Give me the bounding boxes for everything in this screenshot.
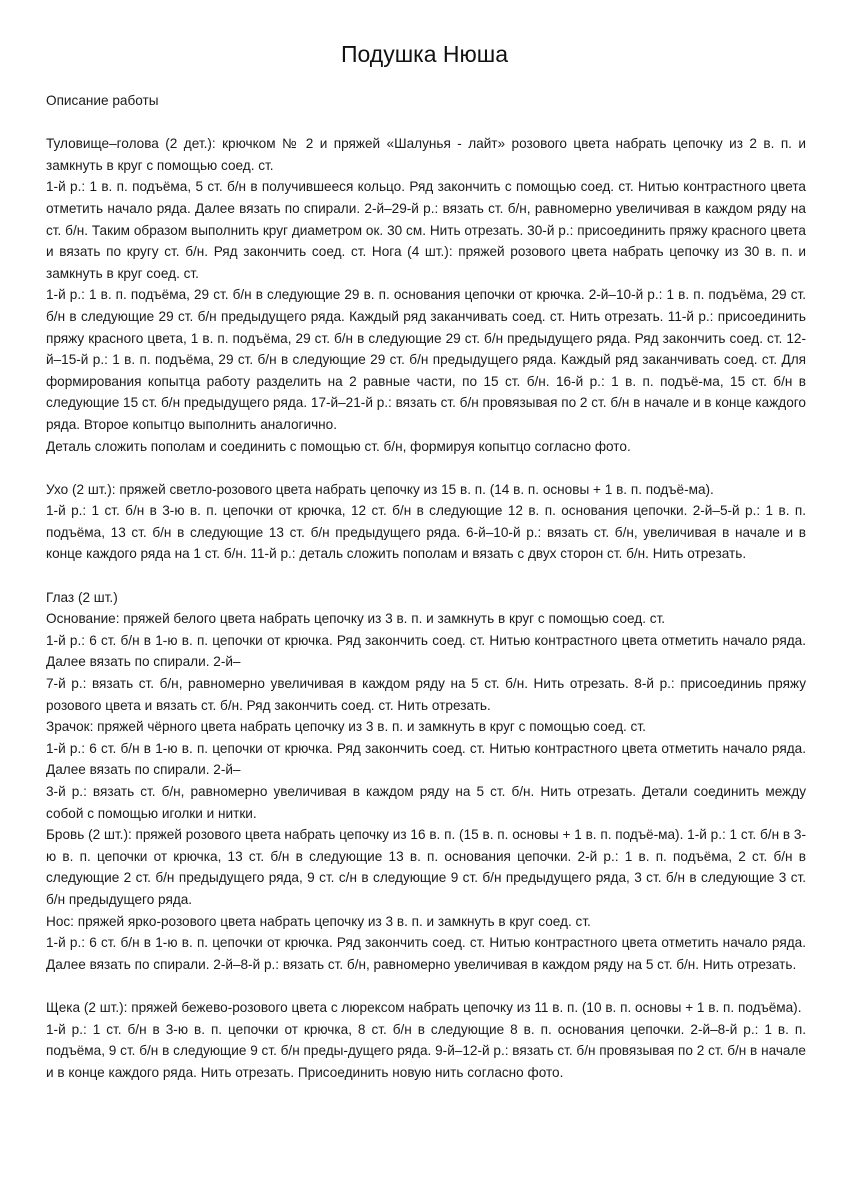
paragraph: 1-й р.: 1 ст. б/н в 3-ю в. п. цепочки от крючка, 8 ст. б/н в следующие 8 в. п. основания цепочки. 2-й–8-й р.: 1 в. п. подъёма, 9 ст. б/н в следующие 9 ст. б/н преды-дущего ряда. 9-й–12-й р.: вязать ст. б/н провязывая по 2 ст. б/н в начале и в конце каждого ряда. Нить отрезать. Присоединить новую нить согласно фото. — [46, 1021, 806, 1080]
paragraph-gap — [46, 975, 806, 997]
paragraph: Нос: пряжей ярко-розового цвета набрать цепочку из 3 в. п. и замкнуть в круг соед. ст. — [46, 913, 591, 929]
paragraph: 1-й р.: 1 в. п. подъёма, 29 ст. б/н в следующие 29 в. п. основания цепочки от крючка. 2-й–10-й р.: 1 в. п. подъёма, 29 ст. б/н в следующие 29 ст. б/н предыдущего ряда. Каждый ряд заканчивать соед. ст. Нить отрезать. 11-й р.: присоединить пряжу красного цвета, 1 в. п. подъёма, 29 ст. б/н в следующие 29 ст. б/н предыдущего ряда. Ряд закончить соед. ст. 12-й–15-й р.: 1 в. п. подъёма, 29 ст. б/н в следующие 29 ст. б/н предыдущего ряда. Каждый ряд заканчивать соед. ст. Для формирования копытца работу разделить на 2 равные части, по 15 ст. б/н. 16-й р.: 1 в. п. подъё-ма, 15 ст. б/н в следующие 15 ст. б/н предыдущего ряда. 17-й–21-й р.: вязать ст. б/н провязывая по 2 ст. б/н в начале и в конце каждого ряда. Второе копытцо выполнить аналогично. — [46, 287, 806, 432]
paragraph-gap — [46, 565, 806, 587]
section-heading: Описание работы — [46, 93, 159, 108]
document-body — [46, 90, 806, 1083]
section-heading: Глаз (2 шт.) — [46, 589, 118, 605]
paragraph: Деталь сложить пополам и соединить с помощью ст. б/н, формируя копытцо согласно фото. — [46, 438, 631, 454]
paragraph-gap — [46, 457, 806, 479]
paragraph: 1-й р.: 1 в. п. подъёма, 5 ст. б/н в получившееся кольцо. Ряд закончить с помощью соед. ст. Нитью контрастного цвета отметить начало ряда. Далее вязать по спирали. 2-й–29-й р.: вязать ст. б/н, равномерно увеличивая в каждом ряду на ст. б/н. Таким образом выполнить круг диаметром ок. 30 см. Нить отрезать. 30-й р.: присоединить пряжу красного цвета и вязать по кругу ст. б/н. Ряд закончить соед. ст. Нога (4 шт.): пряжей розового цвета набрать цепочку из 30 в. п. и замкнуть в круг соед. ст. — [46, 179, 806, 281]
paragraph-gap — [46, 112, 806, 134]
paragraph: 1-й р.: 6 ст. б/н в 1-ю в. п. цепочки от крючка. Ряд закончить соед. ст. Нитью контрастного цвета отметить начало ряда. Далее вязать по спирали. 2-й– — [46, 632, 806, 670]
paragraph: Зрачок: пряжей чёрного цвета набрать цепочку из 3 в. п. и замкнуть в круг с помощью соед. ст. — [46, 719, 646, 735]
paragraph: Туловище–голова (2 дет.): крючком № 2 и пряжей «Шалунья - лайт» розового цвета набрать цепочку из 2 в. п. и замкнуть в круг с помощью соед. ст. — [46, 136, 806, 173]
paragraph: 1-й р.: 1 ст. б/н в 3-ю в. п. цепочки от крючка, 12 ст. б/н в следующие 12 в. п. основания цепочки. 2-й–5-й р.: 1 в. п. подъёма, 13 ст. б/н в следующие 13 ст. б/н предыдущего ряда. 6-й–10-й р.: вязать ст. б/н, увеличивая в начале и в конце каждого ряда на 1 ст. б/н. 11-й р.: деталь сложить пополам и вязать с двух сторон ст. б/н. Нить отрезать. — [46, 503, 806, 562]
paragraph: Ухо (2 шт.): пряжей светло-розового цвета набрать цепочку из 15 в. п. (14 в. п. основы + 1 в. п. подъё-ма). — [46, 481, 714, 497]
paragraph: Основание: пряжей белого цвета набрать цепочку из 3 в. п. и замкнуть в круг с помощью соед. ст. — [46, 611, 666, 627]
paragraph: 1-й р.: 6 ст. б/н в 1-ю в. п. цепочки от крючка. Ряд закончить соед. ст. Нитью контрастного цвета отметить начало ряда. Далее вязать по спирали. 2-й–8-й р.: вязать ст. б/н, равномерно увеличивая в каждом ряду на 5 ст. б/н. Нить отрезать. — [46, 935, 806, 972]
page-title: Подушка Нюша — [340, 41, 509, 67]
paragraph: 1-й р.: 6 ст. б/н в 1-ю в. п. цепочки от крючка. Ряд закончить соед. ст. Нитью контрастного цвета отметить начало ряда. Далее вязать по спирали. 2-й– — [46, 740, 806, 778]
paragraph: 3-й р.: вязать ст. б/н, равномерно увеличивая в каждом ряду на 5 ст. б/н. Нить отрезать. Детали соединить между собой с помощью иголки и нитки. — [46, 784, 806, 821]
paragraph: Щека (2 шт.): пряжей бежево-розового цвета с люрексом набрать цепочку из 11 в. п. (10 в. п. основы + 1 в. п. подъёма). — [46, 999, 802, 1015]
paragraph: Бровь (2 шт.): пряжей розового цвета набрать цепочку из 16 в. п. (15 в. п. основы + 1 в. п. подъё-ма). 1-й р.: 1 ст. б/н в 3-ю в. п. цепочки от крючка, 13 ст. б/н в следующие 13 в. п. основания цепочки. 2-й р.: 1 в. п. подъёма, 2 ст. б/н в следующие 2 ст. б/н предыдущего ряда, 9 ст. с/н в следующие 9 ст. б/н предыдущего ряда, 3 ст. б/н в следующие 3 ст. б/н предыдущего ряда. — [46, 827, 806, 907]
paragraph: 7-й р.: вязать ст. б/н, равномерно увеличивая в каждом ряду на 5 ст. б/н. Нить отрезать. 8-й р.: присоединиь пряжу розового цвета и вязать ст. б/н. Ряд закончить соед. ст. Нить отрезать. — [46, 676, 806, 713]
